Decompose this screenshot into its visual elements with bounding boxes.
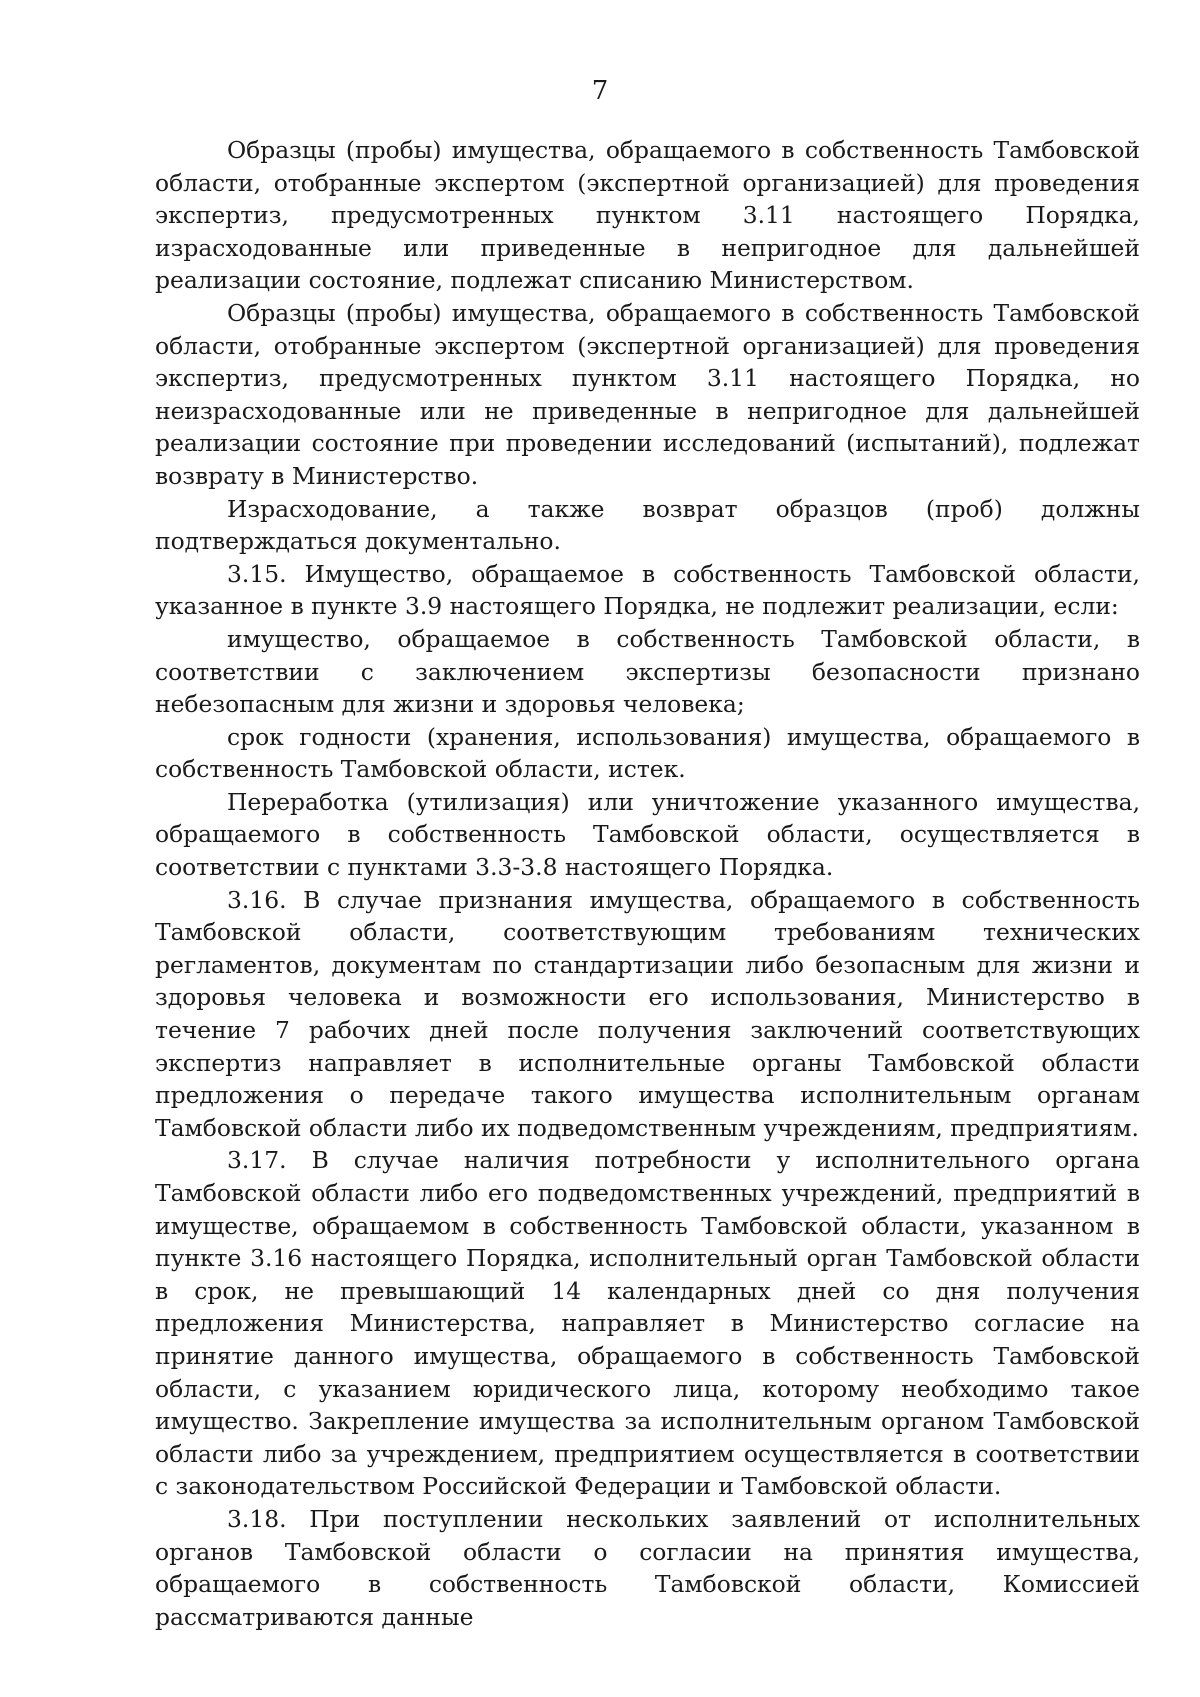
paragraph-documentary-confirmation: Израсходование, а также возврат образцов (проб) должны подтверждаться документально. <box>155 494 1140 556</box>
paragraph-3-15-expired: срок годности (хранения, использования) имущества, обращаемого в собственность Тамбовской области, истек. <box>155 722 1140 784</box>
paragraph-3-15-unsafe: имущество, обращаемое в собственность Тамбовской области, в соответствии с заключением экспертизы безопасности признано небезопасным для жизни и здоровья человека; <box>155 624 1140 719</box>
page-number: 7 <box>591 76 609 106</box>
paragraph-3-15-disposal: Переработка (утилизация) или уничтожение указанного имущества, обращаемого в собственность Тамбовской области, осуществляется в соответствии с пунктами 3.3-3.8 настоящего Порядка. <box>155 787 1140 882</box>
document-body <box>155 134 1140 1633</box>
paragraph-samples-written-off: Образцы (пробы) имущества, обращаемого в собственность Тамбовской области, отобранные экспертом (экспертной организацией) для проведения экспертиз, предусмотренных пунктом 3.11 настоящего Порядка, израсходованные или приведенные в непригодное для дальнейшей реализации состояние, подлежат списанию Министерством. <box>155 136 1140 295</box>
paragraph-3-16: 3.16. В случае признания имущества, обращаемого в собственность Тамбовской области, соответствующим требованиям технических регламентов, документам по стандартизации либо безопасным для жизни и здоровья человека и возможности его использования, Министерство в течение 7 рабочих дней после получения заключений соответствующих экспертиз направляет в исполнительные органы Тамбовской области предложения о передаче такого имущества исполнительным органам Тамбовской области либо их подведомственным учреждениям, предприятиям. <box>155 885 1140 1142</box>
paragraph-3-15: 3.15. Имущество, обращаемое в собственность Тамбовской области, указанное в пункте 3.9 настоящего Порядка, не подлежит реализации, если: <box>155 559 1140 621</box>
paragraph-samples-returned: Образцы (пробы) имущества, обращаемого в собственность Тамбовской области, отобранные экспертом (экспертной организацией) для проведения экспертиз, предусмотренных пунктом 3.11 настоящего Порядка, но неизрасходованные или не приведенные в непригодное для дальнейшей реализации состояние при проведении исследований (испытаний), подлежат возврату в Министерство. <box>155 298 1140 490</box>
paragraph-3-18: 3.18. При поступлении нескольких заявлений от исполнительных органов Тамбовской области о согласии на принятия имущества, обращаемого в собственность Тамбовской области, Комиссией рассматриваются данные <box>155 1504 1140 1631</box>
paragraph-3-17: 3.17. В случае наличия потребности у исполнительного органа Тамбовской области либо его подведомственных учреждений, предприятий в имуществе, обращаемом в собственность Тамбовской области, указанном в пункте 3.16 настоящего Порядка, исполнительный орган Тамбовской области в срок, не превышающий 14 календарных дней со дня получения предложения Министерства, направляет в Министерство согласие на принятие данного имущества, обращаемого в собственность Тамбовской области, с указанием юридического лица, которому необходимо такое имущество. Закрепление имущества за исполнительным органом Тамбовской области либо за учреждением, предприятием осуществляется в соответствии с законодательством Российской Федерации и Тамбовской области. <box>155 1146 1140 1501</box>
